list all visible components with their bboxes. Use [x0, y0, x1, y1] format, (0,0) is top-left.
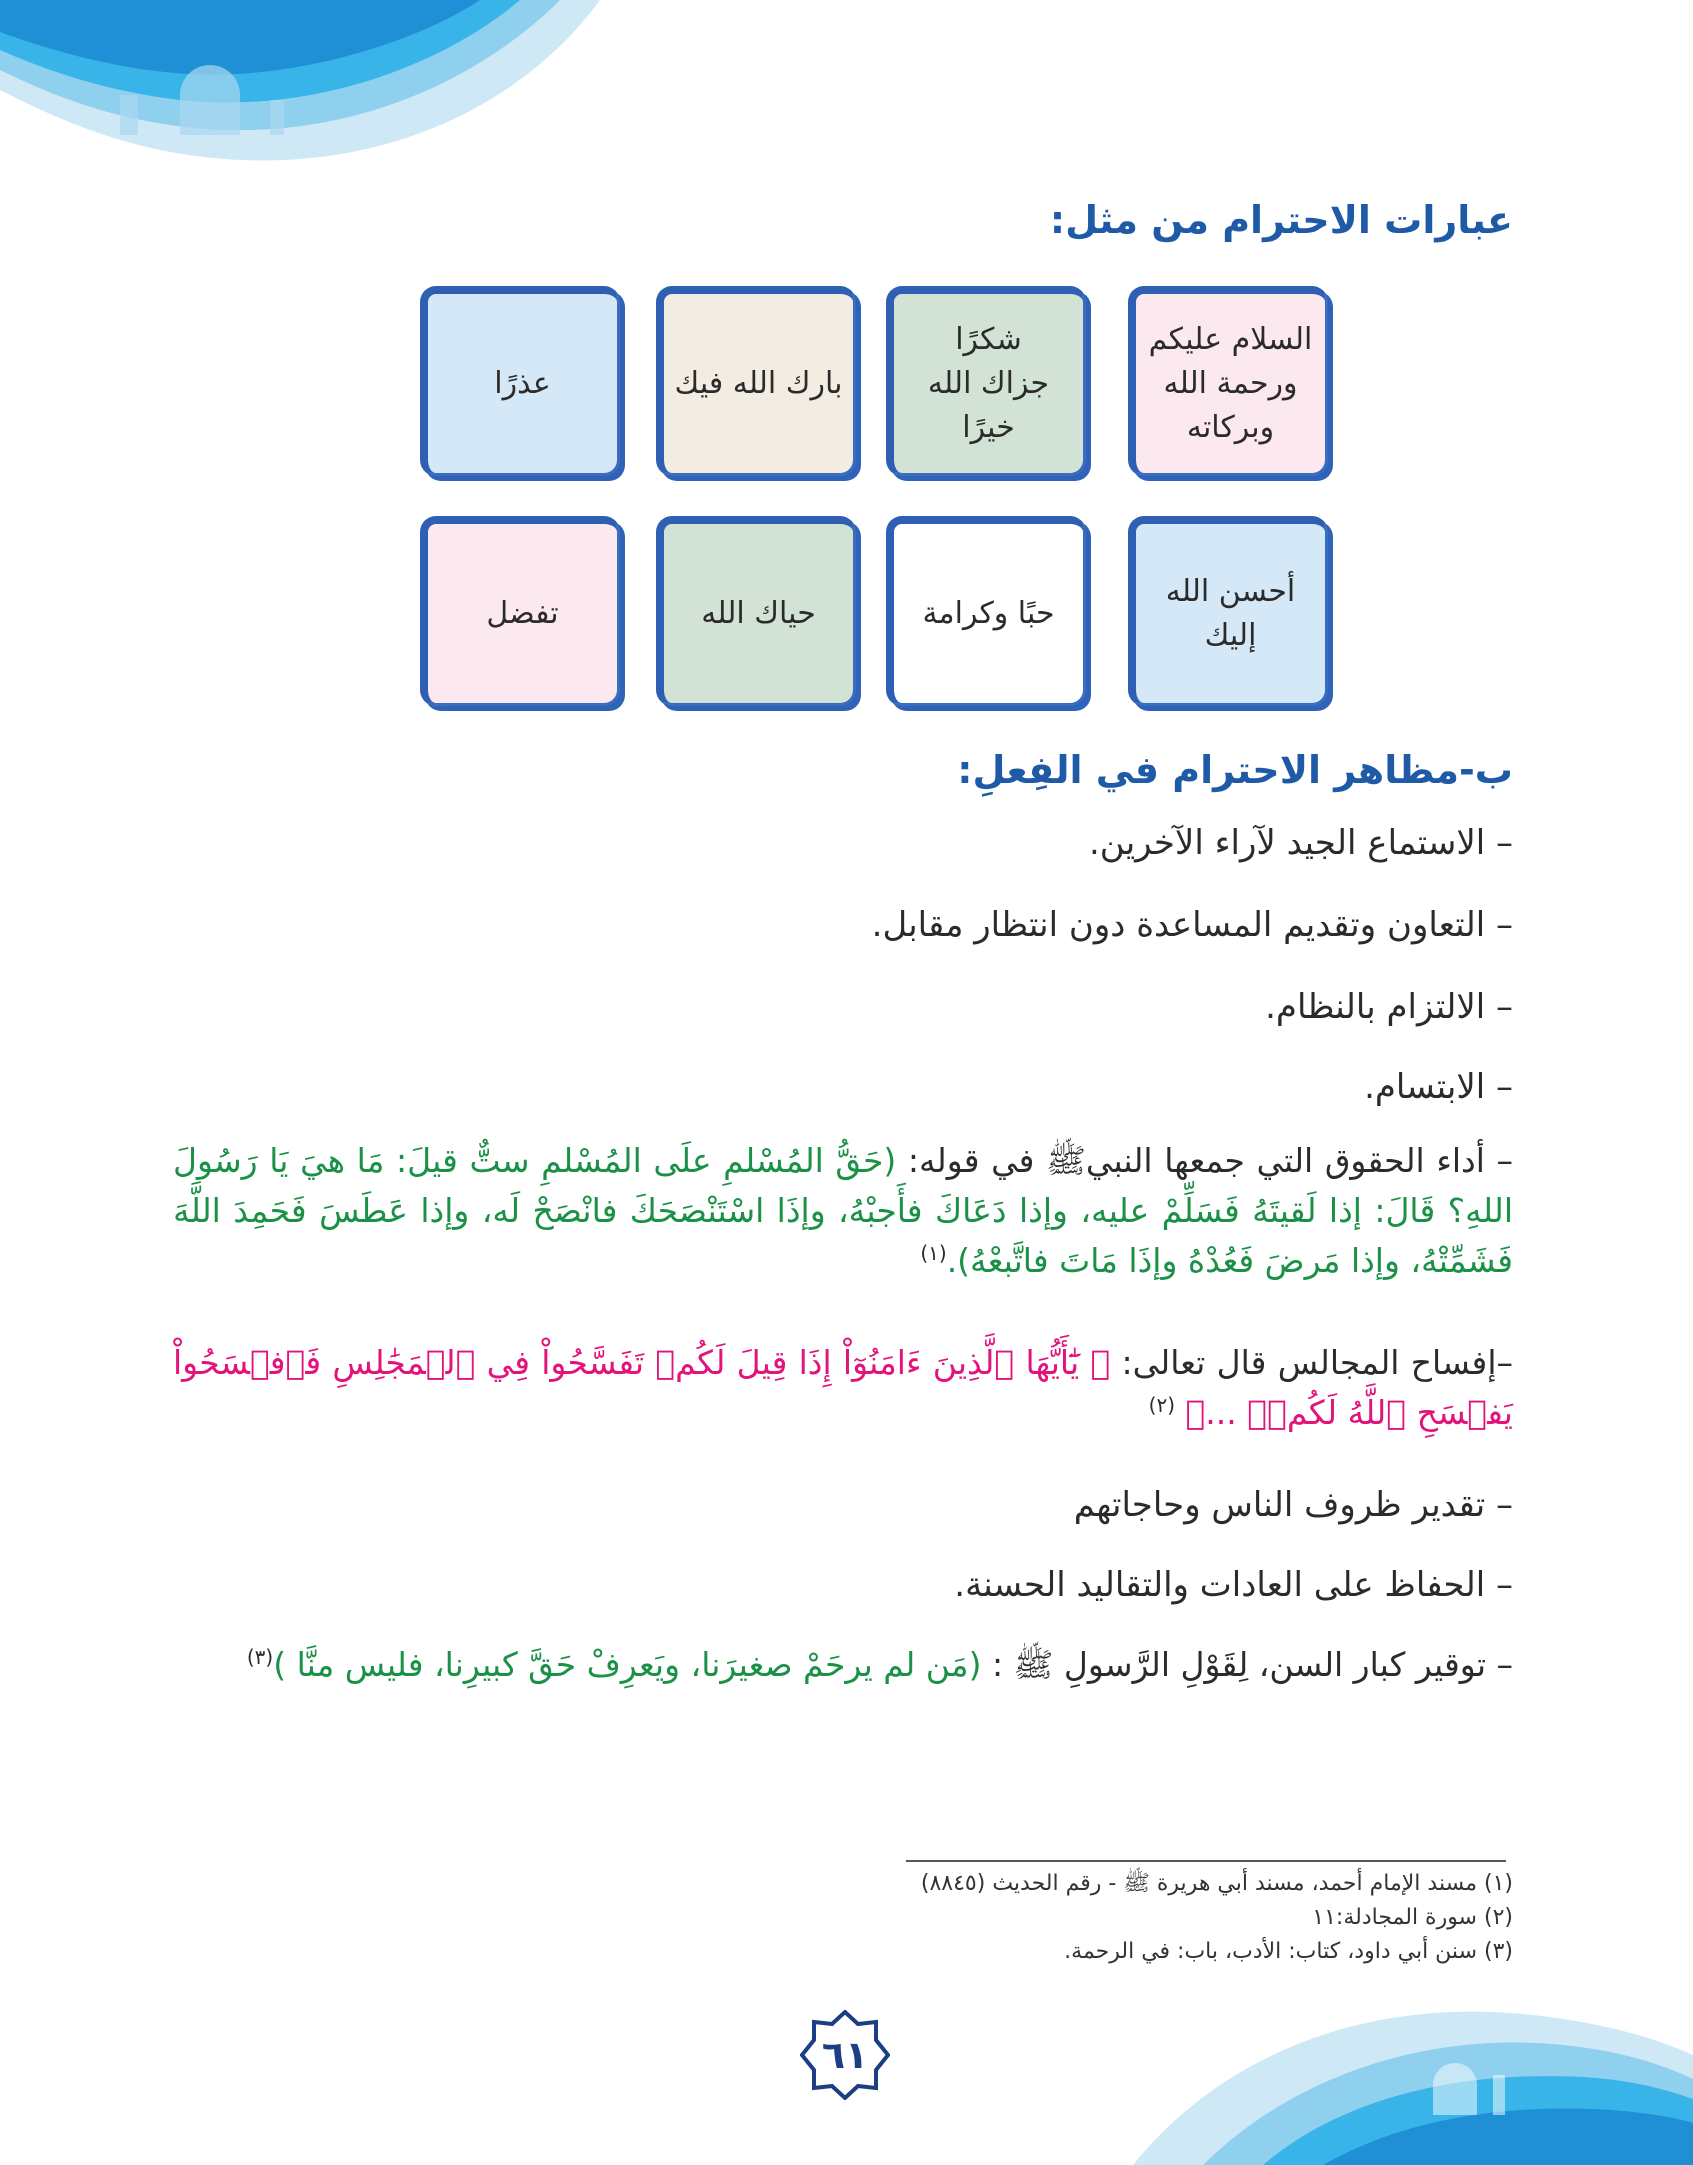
footnote-ref: (٣)	[246, 1645, 274, 1669]
phrase-card	[420, 516, 620, 706]
footnote: (٢) سورة المجادلة:١١	[1312, 1905, 1513, 1930]
phrase-card-text: حياك الله	[701, 595, 816, 631]
phrase-card-text: شكرًا جزاك الله خيرًا	[927, 321, 1050, 445]
section-heading-expressions: عبارات الاحترام من مثل:	[1049, 198, 1513, 242]
hadith-intro: – أداء الحقوق التي جمعها النبيﷺ في قوله:	[896, 1141, 1513, 1180]
list-item: – الالتزام بالنظام.	[1265, 987, 1513, 1027]
majalis-intro: –إفساح المجالس قال تعالى:	[1110, 1343, 1513, 1382]
elders-paragraph	[173, 1640, 1513, 1690]
hadith-paragraph	[173, 1136, 1513, 1286]
elders-intro: – توقير كبار السن، لِقَوْلِ الرَّسولِ ﷺ :	[981, 1645, 1513, 1684]
list-item: – الحفاظ على العادات والتقاليد الحسنة.	[954, 1565, 1513, 1605]
page-number: ٦١	[821, 2033, 869, 2077]
hadith-text: (حَقُّ المُسْلمِ علَى المُسْلمِ ستٌّ قيلَ: مَا هيَ يَا رَسُولَ اللهِ؟ قَالَ: إذا لَقيتَهُ فَسَلِّمْ عليه، وإذا دَعَاكَ فأَجبْهُ، وإذَا اسْتَنْصَحَكَ فانْصَحْ لَه، وإذا عَطَسَ فَحَمِدَ اللَّهَ فَشَمِّتْهُ، وإذا مَرضَ فَعُدْهُ وإذَا مَاتَ فاتَّبعْهُ).	[173, 1141, 1513, 1280]
footnote-ref: (١)	[920, 1241, 947, 1265]
phrase-card-text: تفضل	[486, 595, 559, 631]
phrase-card-text: عذرًا	[494, 365, 551, 401]
footnote-divider	[906, 1860, 1506, 1862]
list-item: – الاستماع الجيد لآراء الآخرين.	[1089, 823, 1513, 863]
quran-verse: ﴿ يَٰٓأَيُّهَا ٱلَّذِينَ ءَامَنُوٓاْ إِذَا قِيلَ لَكُمۡ تَفَسَّحُواْ فِي ٱلۡمَجَٰلِسِ فَٱفۡسَحُواْ يَفۡسَحِ ٱللَّهُ لَكُمۡۖ ...﴾	[173, 1343, 1513, 1432]
footnote: (٣) سنن أبي داود، كتاب: الأدب، باب: في الرحمة.	[1064, 1939, 1513, 1964]
phrase-card	[420, 286, 620, 476]
phrase-card	[886, 516, 1086, 706]
phrase-card-text: السلام عليكم ورحمة الله وبركاته	[1148, 321, 1313, 445]
phrase-card	[1128, 516, 1328, 706]
list-item: – الابتسام.	[1364, 1067, 1513, 1107]
elders-hadith: (مَن لم يرحَمْ صغيرَنا، ويَعرِفْ حَقَّ كبيرِنا، فليس منَّا )	[273, 1645, 982, 1684]
footnote-ref: (٢)	[1148, 1393, 1175, 1417]
phrase-card-text: بارك الله فيك	[674, 365, 843, 401]
section-heading-actions: ب-مظاهر الاحترام في الفِعلِ:	[957, 748, 1513, 792]
decorative-top-wave	[0, 0, 600, 180]
phrase-card	[886, 286, 1086, 476]
decorative-bottom-wave	[1133, 1975, 1693, 2165]
footnote: (١) مسند الإمام أحمد، مسند أبي هريرة ﷺ - رقم الحديث (٨٨٤٥)	[920, 1871, 1513, 1896]
phrase-card	[1128, 286, 1328, 476]
list-item: – تقدير ظروف الناس وحاجاتهم	[1073, 1485, 1513, 1525]
phrase-card	[656, 286, 856, 476]
phrase-card-text: أحسن الله إليك	[1165, 573, 1296, 653]
list-item: – التعاون وتقديم المساعدة دون انتظار مقابل.	[871, 905, 1513, 945]
phrase-card-text: حبًا وكرامة	[922, 595, 1055, 631]
phrase-card	[656, 516, 856, 706]
majalis-paragraph	[173, 1338, 1513, 1438]
